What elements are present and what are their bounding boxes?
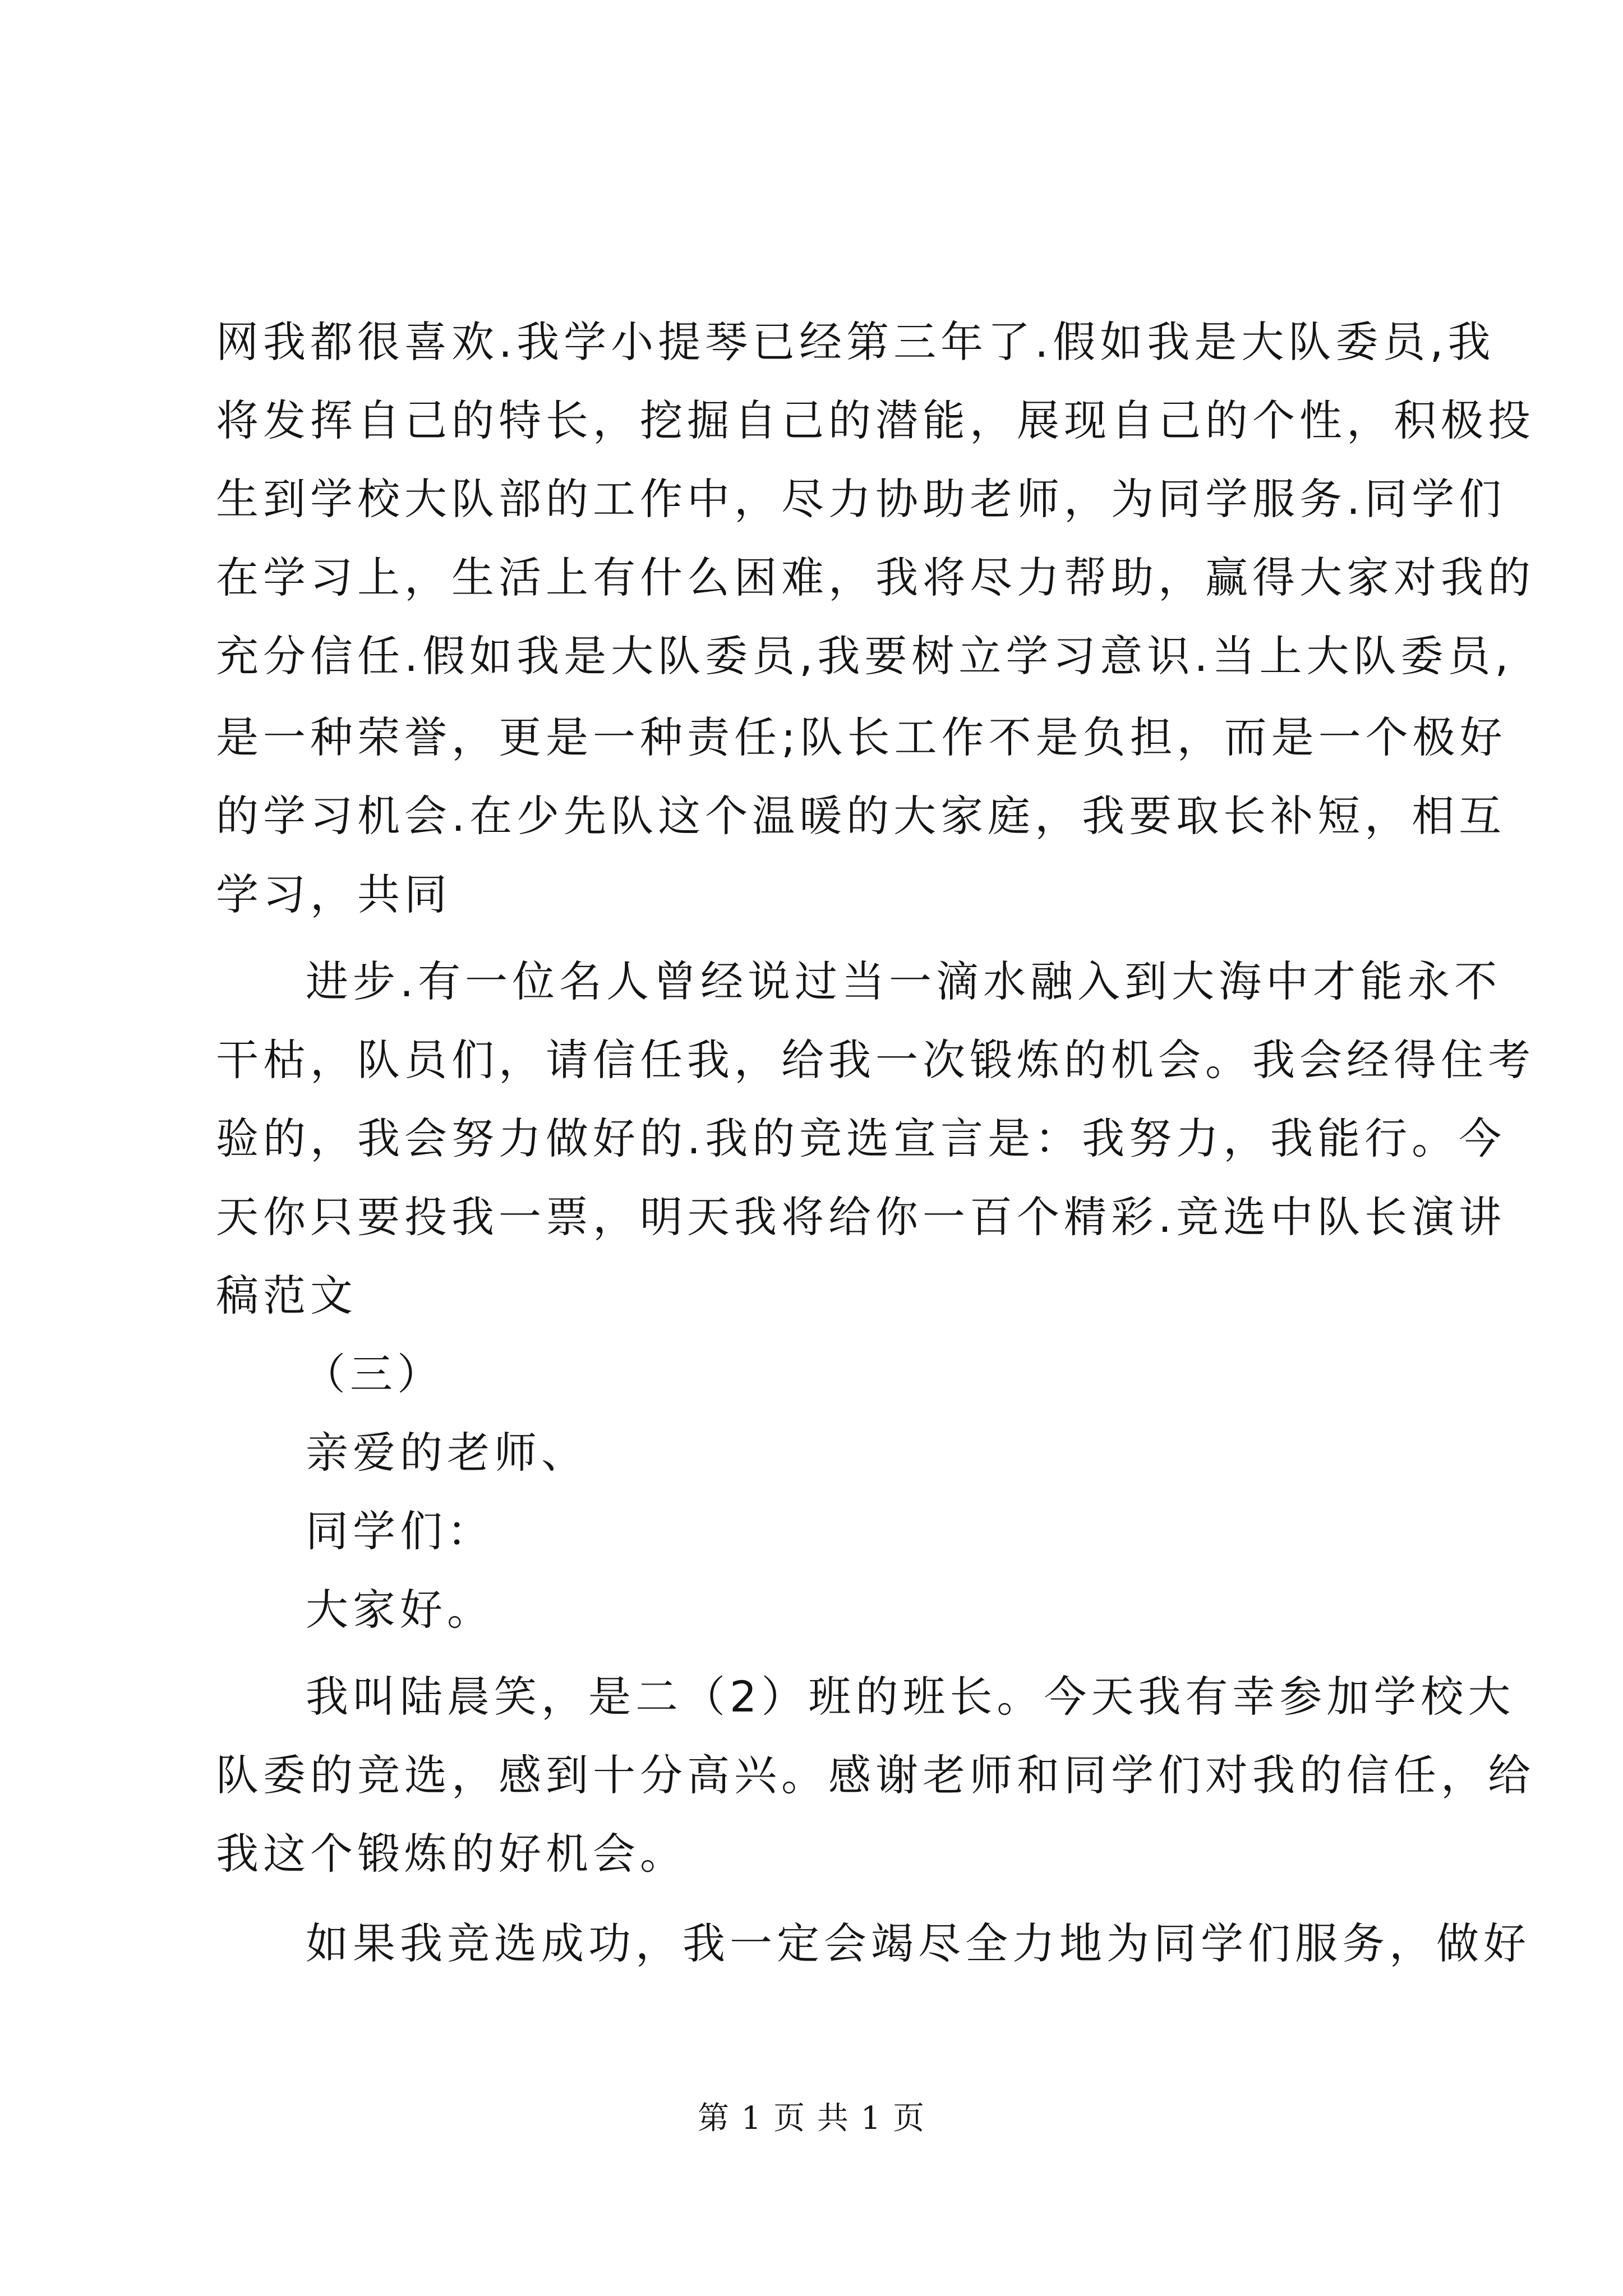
- salutation-line: 亲爱的老师、: [306, 1428, 588, 1478]
- greeting-line: 大家好。: [306, 1585, 494, 1635]
- text-line: 学习，共同: [216, 869, 451, 919]
- paragraph-start: 我叫陆晨笑，是二（2）班的班长。今天我有幸参加学校大: [306, 1672, 1515, 1722]
- text-line: 在学习上，生活上有什么困难，我将尽力帮助，赢得大家对我的: [216, 553, 1535, 602]
- text-line: 稿范文: [216, 1271, 357, 1320]
- text-line: 队委的竞选，感到十分高兴。感谢老师和同学们对我的信任，给: [216, 1750, 1535, 1800]
- text-line: 充分信任.假如我是大队委员,我要树立学习意识.当上大队委员,: [216, 631, 1513, 681]
- page-footer: 第 1 页 共 1 页: [697, 2100, 926, 2137]
- text-line: 天你只要投我一票，明天我将给你一百个精彩.竞选中队长演讲: [216, 1192, 1506, 1242]
- text-line: 网我都很喜欢.我学小提琴已经第三年了.假如我是大队委员,我: [216, 317, 1495, 367]
- section-number: （三）: [303, 1349, 444, 1399]
- text-line: 生到学校大队部的工作中，尽力协助老师，为同学服务.同学们: [216, 474, 1506, 524]
- text-line: 我这个锻炼的好机会。: [216, 1829, 687, 1879]
- salutation-line: 同学们：: [306, 1506, 494, 1556]
- text-line: 是一种荣誉，更是一种责任;队长工作不是负担，而是一个极好: [216, 712, 1507, 762]
- text-line: 的学习机会.在少先队这个温暖的大家庭，我要取长补短，相互: [216, 791, 1506, 841]
- text-line: 验的，我会努力做好的.我的竞选宣言是：我努力，我能行。今: [216, 1114, 1506, 1163]
- paragraph-start: 进步.有一位名人曾经说过当一滴水融入到大海中才能永不: [306, 956, 1502, 1006]
- text-line: 干枯，队员们，请信任我，给我一次锻炼的机会。我会经得住考: [216, 1035, 1535, 1085]
- paragraph-start: 如果我竞选成功，我一定会竭尽全力地为同学们服务，做好: [306, 1918, 1530, 1968]
- text-line: 将发挥自己的特长，挖掘自己的潜能，展现自己的个性，积极投: [216, 395, 1535, 445]
